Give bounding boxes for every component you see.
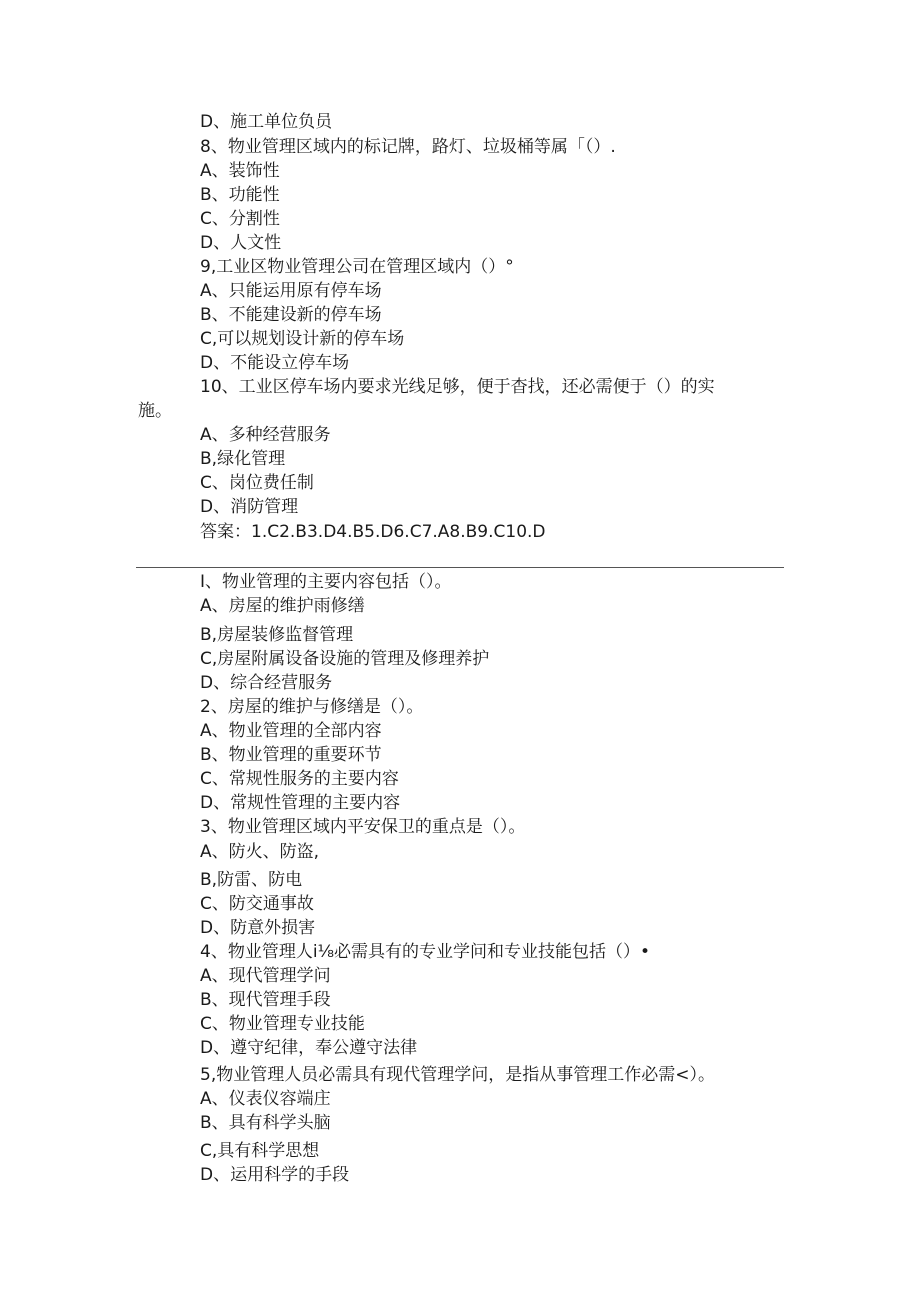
option-d-q10: D、消防管理 [200, 497, 299, 517]
option-a-q5: A、仪表仪容端庄 [200, 1089, 331, 1109]
option-a-q4: A、现代管理学问 [200, 966, 331, 986]
option-d-q8: D、人文性 [200, 233, 282, 253]
option-a-q9: A、只能运用原有停车场 [200, 281, 382, 301]
option-a-q8: A、装饰性 [200, 161, 280, 181]
option-c-q5: C,具有科学思想 [200, 1141, 320, 1161]
option-a-q3: A、防火、防盗, [200, 842, 320, 862]
option-b-q4: B、现代管理手段 [200, 990, 331, 1010]
option-c-q4: C、物业管理专业技能 [200, 1014, 365, 1034]
option-c-q10: C、岗位费任制 [200, 473, 314, 493]
question-2: 2、房屋的维护与修缮是（）。 [200, 697, 424, 717]
option-d-q3: D、防意外损害 [200, 918, 316, 938]
question-10-continued: 施。 [138, 401, 172, 421]
option-d-q9: D、不能设立停车场 [200, 353, 350, 373]
option-c-q3: C、防交通事故 [200, 894, 314, 914]
question-3: 3、物业管理区域内平安保卫的重点是（）。 [200, 817, 526, 837]
question-10: 10、工业区停车场内要求光线足够，便于杳找，还必需便于（）的实 [200, 377, 715, 397]
question-9: 9,工业区物业管理公司在管理区域内（）° [200, 257, 514, 277]
option-c-q1: C,房屋附属设备设施的管理及修理养护 [200, 649, 490, 669]
option-b-q8: B、功能性 [200, 185, 280, 205]
answer-key: 答案：1.C2.B3.D4.B5.D6.C7.A8.B9.C10.D [200, 522, 546, 542]
option-b-q1: B,房屋装修监督管理 [200, 625, 354, 645]
option-b-q2: B、物业管理的重要环节 [200, 745, 382, 765]
option-a-q1: A、房屋的维护雨修缮 [200, 596, 365, 616]
option-d-q1: D、综合经营服务 [200, 673, 333, 693]
option-d-q4: D、遵守纪律，奉公遵守法律 [200, 1038, 418, 1058]
question-1: I、物业管理的主要内容包括（）。 [200, 572, 452, 592]
section-divider [136, 567, 784, 568]
option-b-q10: B,绿化管理 [200, 449, 286, 469]
option-b-q9: B、不能建设新的停车场 [200, 305, 382, 325]
option-d-q5: D、运用科学的手段 [200, 1165, 350, 1185]
option-c-q8: C、分割性 [200, 209, 280, 229]
option-c-q2: C、常规性服务的主要内容 [200, 769, 399, 789]
option-c-q9: C,可以规划设计新的停车场 [200, 329, 405, 349]
option-d-q7: D、施工单位负员 [200, 112, 333, 132]
question-8: 8、物业管理区域内的标记牌，路灯、垃圾桶等属「（）. [200, 137, 616, 157]
question-5: 5,物业管理人员必需具有现代管理学问，是指从事管理工作必需<）。 [200, 1065, 715, 1085]
option-b-q5: B、具有科学头脑 [200, 1113, 331, 1133]
option-d-q2: D、常规性管理的主要内容 [200, 793, 401, 813]
option-a-q2: A、物业管理的全部内容 [200, 721, 382, 741]
option-a-q10: A、多种经营服务 [200, 425, 331, 445]
option-b-q3: B,防雷、防电 [200, 870, 303, 890]
question-4: 4、物业管理人i⅛必需具有的专业学问和专业技能包括（）• [200, 942, 651, 962]
